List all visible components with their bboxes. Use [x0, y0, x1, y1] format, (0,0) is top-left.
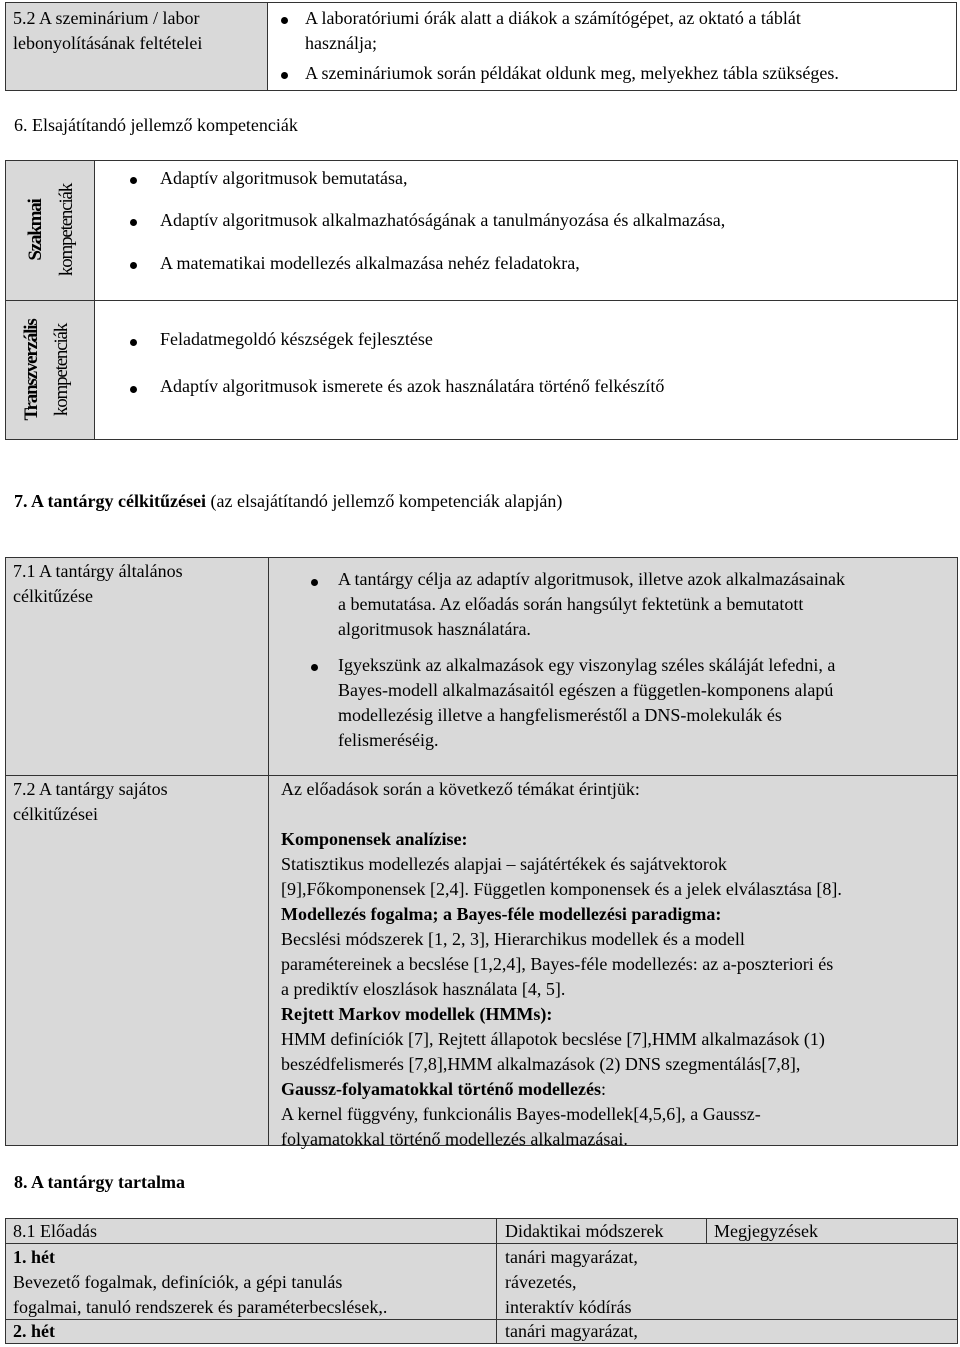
- sec71-bullet-text: Bayes-modell alkalmazásaitól egészen a független-komponens alapú: [338, 680, 834, 700]
- transzverzalis-item: Adaptív algoritmusok ismerete és azok használatára történő felkészítő: [160, 376, 665, 396]
- week-topic: fogalmai, tanuló rendszerek és paraméterbecslések,.: [13, 1297, 388, 1317]
- szakmai-item: Adaptív algoritmusok alkalmazhatóságának a tanulmányozása és alkalmazása,: [160, 210, 726, 230]
- topic-line: [9],Főkomponensek [2,4]. Független komponensek és a jelek elválasztása [8].: [281, 879, 842, 899]
- topic-line: a prediktív eloszlások használata [4, 5].: [281, 979, 566, 999]
- sec52-bullet-text: A laboratóriumi órák alatt a diákok a számítógépet, az oktató a táblát: [305, 8, 801, 28]
- sec8-heading: 8. A tantárgy tartalma: [14, 1172, 185, 1192]
- sec52-label-line: lebonyolításának feltételei: [13, 33, 203, 53]
- topic-title-colon: :: [600, 1079, 606, 1099]
- sec71-label-line: 7.1 A tantárgy általános: [13, 561, 183, 581]
- topic-line: Statisztikus modellezés alapjai – sajátértékek és sajátvektorok: [281, 854, 727, 874]
- sec71-bullet-text: A tantárgy célja az adaptív algoritmusok, illetve azok alkalmazásainak: [338, 569, 845, 589]
- topic-line: A kernel függvény, funkcionális Bayes-modellek[4,5,6], a Gaussz-: [281, 1104, 761, 1124]
- topic-line: folyamatokkal történő modellezés alkalmazásai.: [281, 1129, 628, 1149]
- sec72-label-cell: [5, 775, 269, 1146]
- transzverzalis-item: Feladatmegoldó készségek fejlesztése: [160, 329, 433, 349]
- sec72-label-line: 7.2 A tantárgy sajátos: [13, 779, 168, 799]
- topic-line: Becslési módszerek [1, 2, 3], Hierarchikus modellek és a modell: [281, 929, 745, 949]
- method-line: interaktív kódírás: [505, 1297, 632, 1317]
- bullet-icon: [311, 579, 318, 586]
- bullet-icon: [281, 17, 288, 24]
- topic-line: paramétereinek a becslése [1,2,4], Bayes-féle modellezés: az a-poszteriori és: [281, 954, 834, 974]
- sec72-content-cell: [268, 775, 958, 1149]
- sec7-heading-bold: 7. A tantárgy célkitűzései: [14, 491, 206, 511]
- topic-line: beszédfelismerés [7,8],HMM alkalmazások (2) DNS szegmentálás[7,8],: [281, 1054, 801, 1074]
- bullet-icon: [311, 664, 318, 671]
- bullet-icon: [130, 262, 137, 269]
- content-table: [5, 1218, 958, 1344]
- table-header-notes: Megjegyzések: [714, 1221, 818, 1241]
- szakmai-label-sub: kompetenciák: [56, 183, 77, 277]
- sec7-heading-rest: (az elsajátítandó jellemző kompetenciák alapján): [205, 491, 563, 511]
- method-line: rávezetés,: [505, 1272, 577, 1292]
- sec71-bullet-text: modellezésig illetve a hangfelismeréstől a DNS-molekulák és: [338, 705, 782, 725]
- bullet-icon: [281, 72, 288, 79]
- szakmai-label: Szakmai: [25, 199, 46, 261]
- topic-title: Modellezés fogalma; a Bayes-féle modellezési paradigma:: [281, 904, 722, 924]
- sec72-intro: Az előadások során a következő témákat érintjük:: [281, 779, 640, 799]
- transzverzalis-label: Transzverzális: [21, 319, 42, 421]
- sec52-label-line: 5.2 A szeminárium / labor: [13, 8, 200, 28]
- sec52-label-cell: [5, 2, 268, 91]
- sec72-label-line: célkitűzései: [13, 804, 98, 824]
- table-header-lecture: 8.1 Előadás: [13, 1221, 97, 1241]
- szakmai-item: Adaptív algoritmusok bemutatása,: [160, 168, 408, 188]
- sec71-bullet-text: a bemutatása. Az előadás során hangsúlyt fektetünk a bemutatott: [338, 594, 804, 614]
- week-topic: Bevezető fogalmak, definíciók, a gépi tanulás: [13, 1272, 343, 1292]
- bullet-icon: [130, 339, 137, 346]
- sec6-heading: 6. Elsajátítandó jellemző kompetenciák: [14, 115, 298, 135]
- week-label: 2. hét: [13, 1321, 55, 1341]
- table-row: [13, 1245, 387, 1320]
- topic-title: Komponensek analízise:: [281, 829, 468, 849]
- bullet-icon: [130, 177, 137, 184]
- transzverzalis-label-sub: kompetenciák: [51, 323, 72, 417]
- sec71-label-line: célkitűzése: [13, 586, 93, 606]
- sec71-bullet-text: Igyekszünk az alkalmazások egy viszonylag széles skáláját lefedni, a: [338, 655, 836, 675]
- week-label: 1. hét: [13, 1247, 55, 1267]
- week-methods: [505, 1245, 638, 1320]
- sec6-szakmai-label-cell: [5, 160, 95, 301]
- szakmai-item: A matematikai modellezés alkalmazása nehéz feladatokra,: [160, 253, 580, 273]
- method-line: tanári magyarázat,: [505, 1247, 638, 1267]
- topic-line: HMM definíciók [7], Rejtett állapotok becslése [7],HMM alkalmazások (1): [281, 1029, 825, 1049]
- method-line: tanári magyarázat,: [505, 1321, 638, 1341]
- sec6-transzverzalis-content-cell: [94, 300, 958, 440]
- sec71-bullet-text: algoritmusok használatára.: [338, 619, 531, 639]
- topic-title: Rejtett Markov modellek (HMMs):: [281, 1004, 553, 1024]
- sec52-bullet-text: A szemináriumok során példákat oldunk meg, melyekhez tábla szükséges.: [305, 63, 839, 83]
- sec52-content-cell: [267, 2, 957, 91]
- sec6-transzverzalis-label-cell: [5, 300, 95, 440]
- bullet-icon: [130, 386, 137, 393]
- sec71-content-cell: [268, 557, 958, 776]
- sec71-label-cell: [5, 557, 269, 776]
- sec7-heading: [14, 488, 562, 514]
- bullet-icon: [130, 219, 137, 226]
- sec6-szakmai-content-cell: [94, 160, 958, 301]
- sec52-bullet-text: használja;: [305, 33, 377, 53]
- topic-title: Gaussz-folyamatokkal történő modellezés: [281, 1079, 601, 1099]
- sec71-bullet-text: felismeréséig.: [338, 730, 439, 750]
- table-header-methods: Didaktikai módszerek: [505, 1221, 664, 1241]
